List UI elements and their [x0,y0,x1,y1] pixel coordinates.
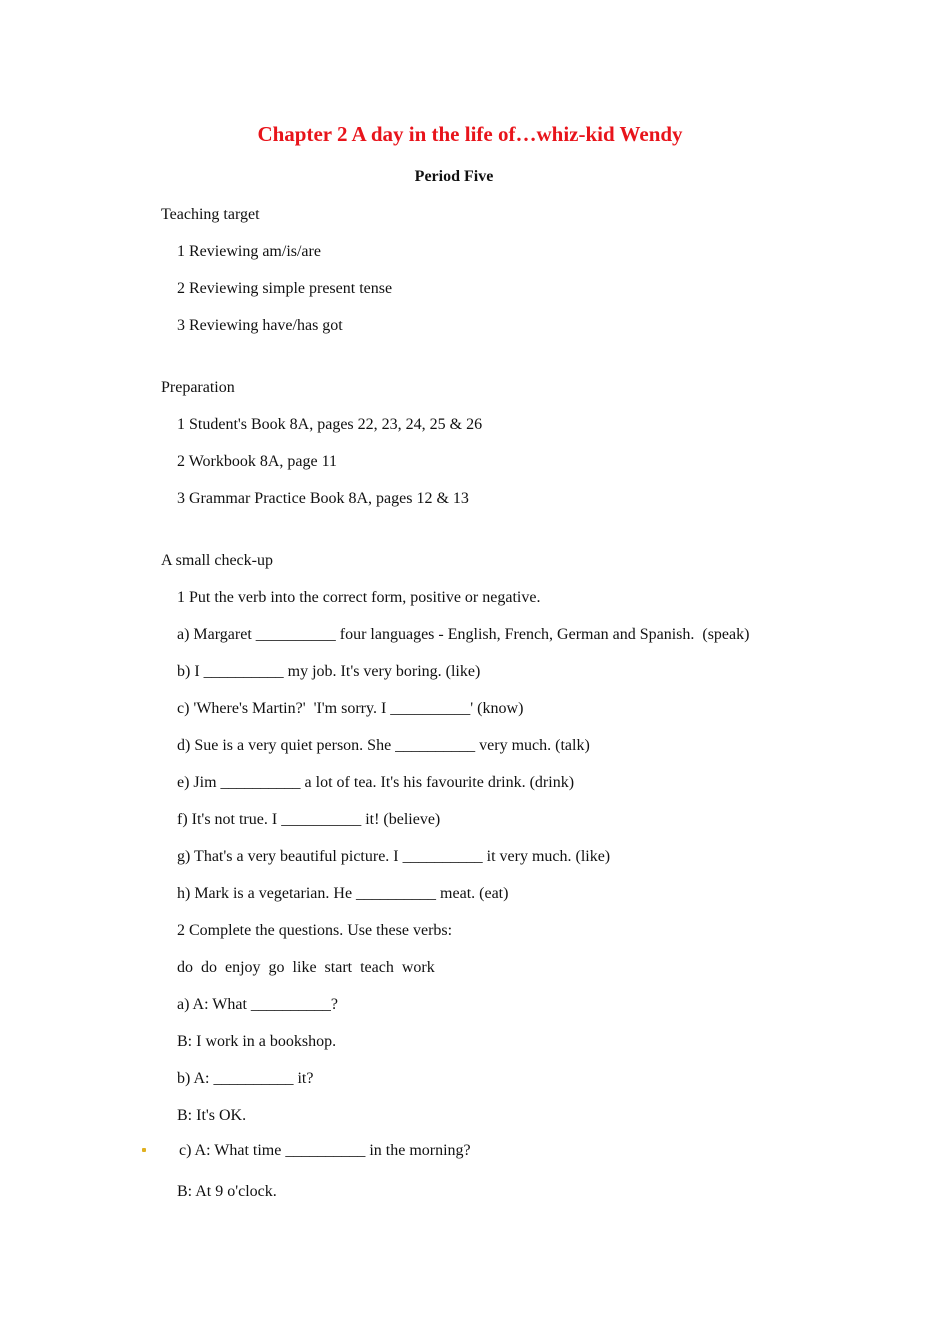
teaching-target-item: 1 Reviewing am/is/are [177,243,321,260]
exercise-1-item: d) Sue is a very quiet person. She __________ very much. (talk) [177,737,590,754]
exercise-1-item: a) Margaret __________ four languages - English, French, German and Spanish. (speak) [177,626,750,643]
exercise-2-item: B: It's OK. [177,1107,247,1124]
exercise-1-item: c) 'Where's Martin?' 'I'm sorry. I __________' (know) [177,700,524,717]
exercise-1-item: b) I __________ my job. It's very boring. (like) [177,663,481,680]
preparation-item: 1 Student's Book 8A, pages 22, 23, 24, 25 & 26 [177,416,483,433]
exercise-2-verb-list: do do enjoy go like start teach work [177,959,435,976]
exercise-1-instruction: 1 Put the verb into the correct form, positive or negative. [177,589,541,606]
exercise-1-item: h) Mark is a vegetarian. He __________ meat. (eat) [177,885,509,902]
exercise-2-item: c) A: What time __________ in the morning? [179,1142,471,1159]
bullet-mark [142,1148,146,1152]
exercise-1-item: e) Jim __________ a lot of tea. It's his favourite drink. (drink) [177,774,575,791]
exercise-2-item: b) A: __________ it? [177,1070,314,1087]
exercise-2-instruction: 2 Complete the questions. Use these verbs: [177,922,453,939]
period-subtitle: Period Five [414,168,494,185]
preparation-item: 2 Workbook 8A, page 11 [177,453,338,470]
exercise-1-item: g) That's a very beautiful picture. I __________ it very much. (like) [177,848,611,865]
exercise-2-item: a) A: What __________? [177,996,339,1013]
teaching-target-item: 2 Reviewing simple present tense [177,280,393,297]
teaching-target-heading: Teaching target [161,206,260,223]
preparation-heading: Preparation [161,379,235,396]
teaching-target-item: 3 Reviewing have/has got [177,317,343,334]
checkup-heading: A small check-up [161,552,273,569]
preparation-item: 3 Grammar Practice Book 8A, pages 12 & 13 [177,490,469,507]
exercise-2-item: B: I work in a bookshop. [177,1033,337,1050]
chapter-title: Chapter 2 A day in the life of…whiz-kid Wendy [257,122,683,146]
exercise-1-item: f) It's not true. I __________ it! (believe) [177,811,441,828]
exercise-2-item: B: At 9 o'clock. [177,1183,277,1200]
